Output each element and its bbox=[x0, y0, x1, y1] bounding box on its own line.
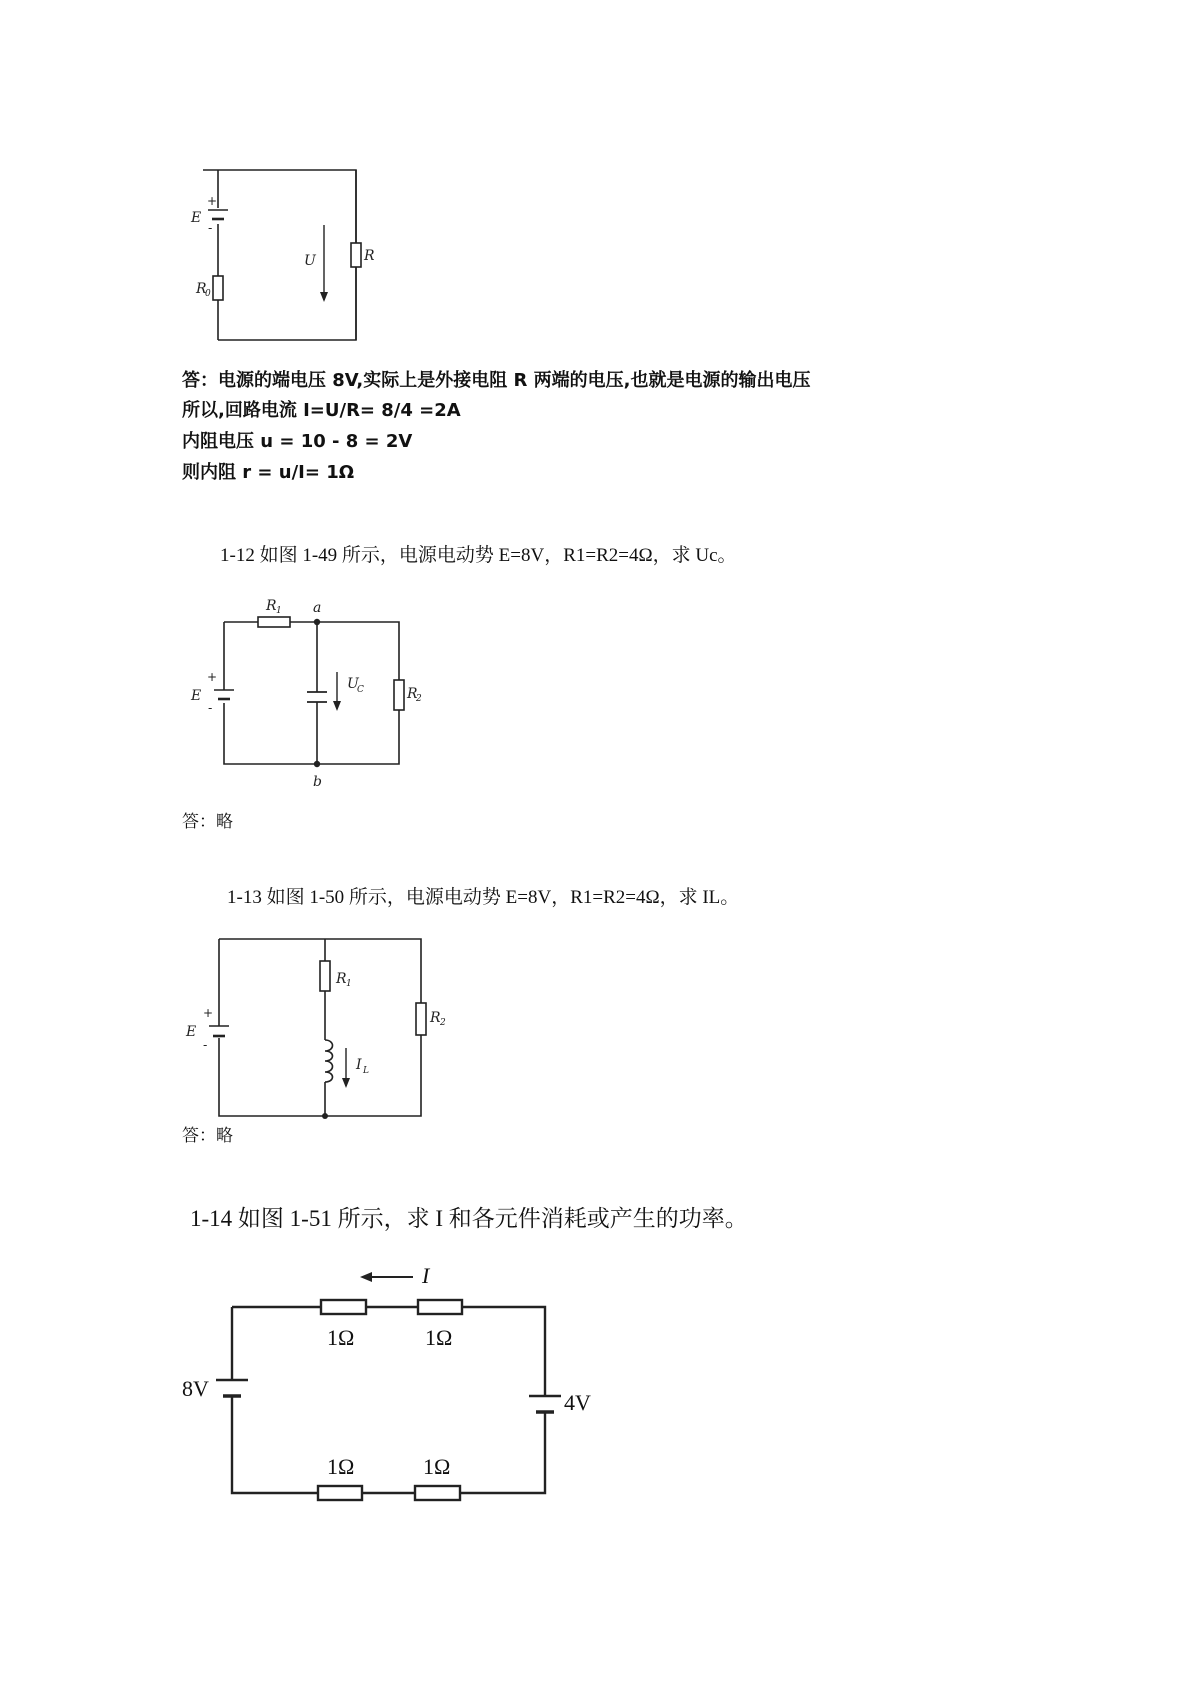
fig49-resistor-R2 bbox=[394, 680, 404, 710]
fig49-plus: + bbox=[207, 670, 218, 684]
question-1-14: 1-14 如图 1-51 所示，求 I 和各元件消耗或产生的功率。 bbox=[190, 1206, 748, 1231]
fig51-resistor-bottom-right bbox=[415, 1486, 460, 1500]
fig51-source-left bbox=[216, 1380, 248, 1396]
fig50-battery bbox=[209, 1026, 229, 1036]
fig51-resistor-bottom-left bbox=[318, 1486, 362, 1500]
node-b bbox=[314, 761, 320, 767]
fig51-label-top-right: 1Ω bbox=[425, 1325, 453, 1350]
fig1-label-R: R bbox=[364, 248, 375, 264]
fig50-minus: - bbox=[203, 1038, 208, 1052]
fig50-label-R1: R bbox=[336, 971, 347, 987]
fig50-plus: + bbox=[203, 1006, 214, 1020]
fig49-label-b: b bbox=[313, 774, 322, 790]
fig51-label-8V: 8V bbox=[182, 1376, 209, 1401]
fig50-label-R2-sub: 2 bbox=[440, 1018, 446, 1028]
fig49-label-Uc-sub: C bbox=[357, 685, 364, 695]
fig51-resistor-top-right bbox=[418, 1300, 462, 1314]
answer-1-12: 答：略 bbox=[182, 812, 233, 832]
fig51-label-4V: 4V bbox=[564, 1390, 591, 1415]
fig49-battery bbox=[214, 690, 234, 699]
fig50-label-IL-sub: L bbox=[363, 1066, 369, 1076]
fig49-label-R2: R bbox=[407, 686, 418, 702]
answer1-line3: 内阻电压 u = 10 - 8 = 2V bbox=[182, 431, 413, 452]
fig1-label-R0: R bbox=[196, 281, 207, 297]
fig1-wires bbox=[203, 170, 356, 340]
answer1-line4: 则内阻 r = u/I= 1Ω bbox=[182, 462, 355, 483]
fig49-label-R2-sub: 2 bbox=[416, 694, 422, 704]
fig49-label-R1: R bbox=[266, 598, 277, 614]
fig50-inductor bbox=[325, 1040, 333, 1082]
answer-1-13: 答：略 bbox=[182, 1126, 233, 1146]
fig51-source-right bbox=[529, 1396, 561, 1412]
fig51-label-bottom-right: 1Ω bbox=[423, 1454, 451, 1479]
fig50-label-IL: I bbox=[356, 1057, 362, 1073]
answer1-line1: 答：电源的端电压 8V,实际上是外接电阻 R 两端的电压,也就是电源的输出电压 bbox=[182, 370, 811, 391]
fig49-wires bbox=[224, 622, 399, 764]
answer1-line2: 所以,回路电流 I=U/R= 8/4 =2A bbox=[182, 400, 461, 421]
fig50-node bbox=[322, 1113, 328, 1119]
fig49-label-Uc: U bbox=[347, 676, 359, 692]
fig49-resistor-R1 bbox=[258, 617, 290, 627]
fig1-resistor-R0 bbox=[213, 276, 223, 300]
fig51-label-bottom-left: 1Ω bbox=[327, 1454, 355, 1479]
fig50-label-R2: R bbox=[430, 1010, 441, 1026]
question-1-13: 1-13 如图 1-50 所示，电源电动势 E=8V，R1=R2=4Ω，求 IL。 bbox=[227, 887, 740, 908]
fig50-resistor-R1 bbox=[320, 961, 330, 991]
fig50-label-E: E bbox=[186, 1024, 197, 1040]
fig1-label-R0-sub: 0 bbox=[205, 289, 211, 299]
question-1-12: 1-12 如图 1-49 所示，电源电动势 E=8V，R1=R2=4Ω，求 Uc。 bbox=[220, 545, 737, 566]
fig1-resistor-R bbox=[351, 243, 361, 267]
fig50-resistor-R2 bbox=[416, 1003, 426, 1035]
fig51-label-top-left: 1Ω bbox=[327, 1325, 355, 1350]
node-a bbox=[314, 619, 320, 625]
fig49-label-R1-sub: 1 bbox=[276, 606, 282, 616]
fig50-label-R1-sub: 1 bbox=[346, 979, 352, 989]
fig51-wires bbox=[232, 1307, 545, 1493]
fig49-label-E: E bbox=[191, 688, 202, 704]
fig1-label-E: E bbox=[191, 210, 202, 226]
fig51-resistor-top-left bbox=[321, 1300, 366, 1314]
fig1-minus: - bbox=[208, 221, 213, 235]
fig1-battery bbox=[208, 210, 228, 219]
fig50-wires bbox=[219, 939, 421, 1116]
fig1-plus: + bbox=[207, 194, 218, 208]
fig49-minus: - bbox=[208, 701, 213, 715]
fig51-label-I: I bbox=[422, 1263, 430, 1288]
fig49-capacitor bbox=[307, 692, 327, 702]
fig49-label-a: a bbox=[313, 600, 322, 616]
fig1-label-U: U bbox=[304, 253, 316, 269]
